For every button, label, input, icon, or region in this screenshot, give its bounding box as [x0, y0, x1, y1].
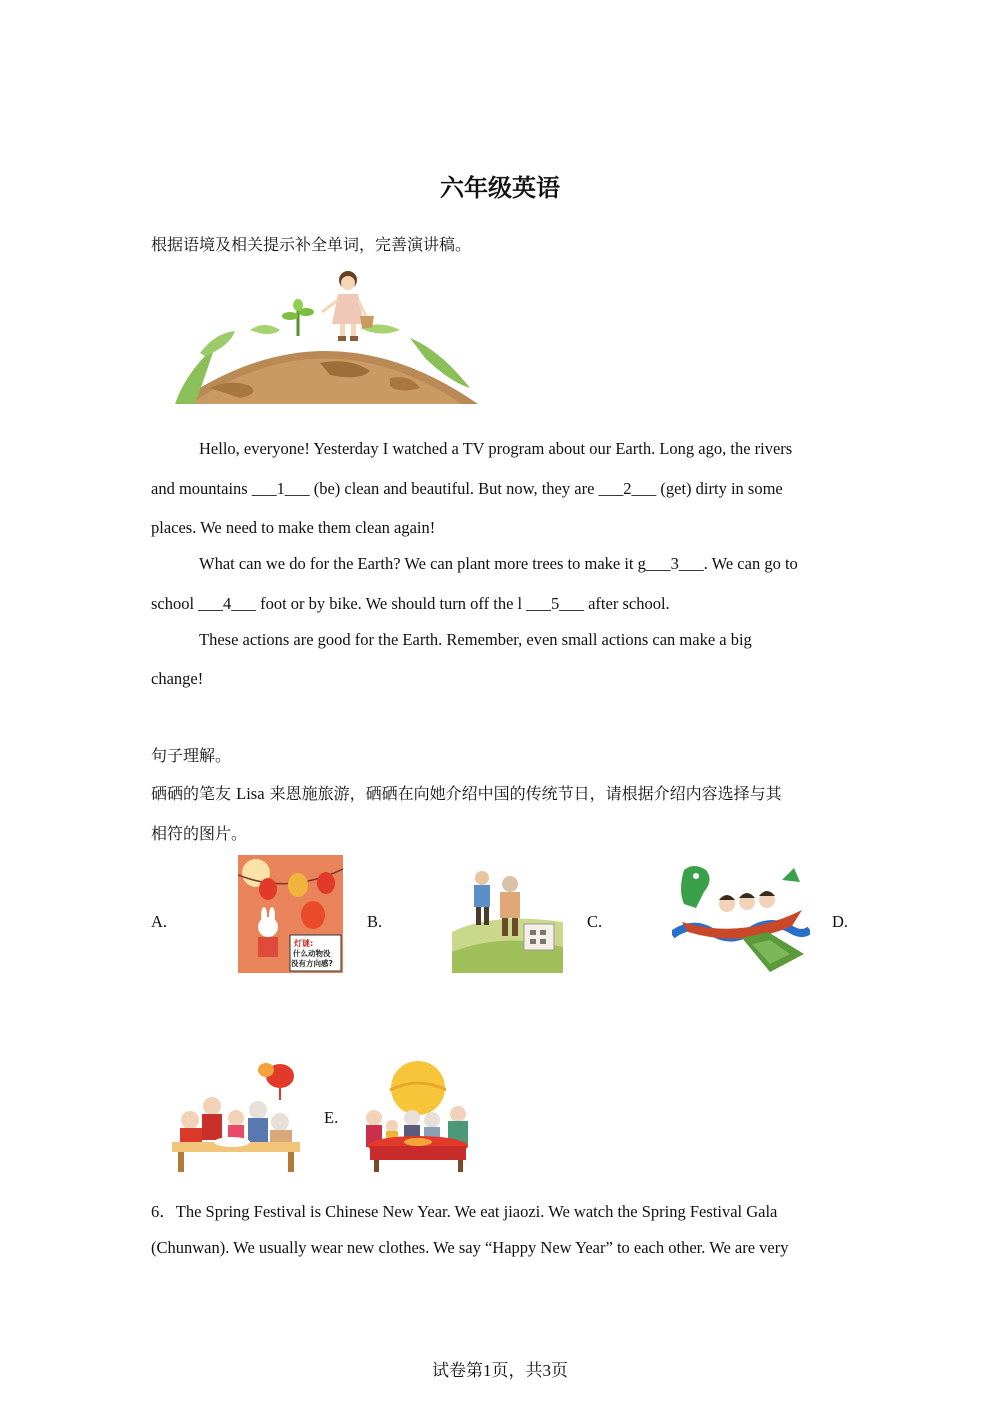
family-dumplings-picture: [172, 1060, 300, 1172]
intro-text: 硒硒的笔友: [151, 784, 232, 803]
page-footer: 试卷第1页，共3页: [432, 1361, 568, 1380]
option-c-label: C.: [587, 912, 603, 931]
lantern-festival-picture: [238, 855, 343, 973]
hiking-elders-picture: [452, 862, 563, 973]
option-b-label: B.: [367, 912, 383, 931]
passage-line: places. We need to make them clean again!: [151, 518, 436, 537]
riddle-text: 什么动物没: [293, 949, 331, 958]
riddle-text: 灯谜:: [294, 939, 314, 948]
option-e-label: E.: [324, 1108, 339, 1127]
passage-line: Hello, everyone! Yesterday I watched a TV program about our Earth. Long ago, the rivers: [199, 439, 793, 458]
option-a-label: A.: [151, 912, 168, 931]
passage-line: change!: [151, 669, 204, 688]
section2-intro-line1: [151, 781, 782, 804]
riddle-text: 没有方向感?: [291, 959, 333, 968]
intro-text: 来恩施旅游，硒硒在向她介绍中国的传统节日，请根据介绍内容选择与其: [269, 784, 782, 803]
section1-instruction: 根据语境及相关提示补全单词，完善演讲稿。: [151, 235, 472, 254]
option-d-label: D.: [832, 912, 849, 931]
section2-intro-line2: 相符的图片。: [151, 824, 248, 843]
section2-heading: 句子理解。: [151, 746, 232, 765]
question-6-line2: (Chunwan). We usually wear new clothes. We say “Happy New Year” to each other. We are very: [151, 1238, 789, 1257]
mid-autumn-dinner-picture: [362, 1060, 476, 1172]
passage-line: What can we do for the Earth? We can plant more trees to make it g___3___. We can go to: [199, 554, 798, 573]
passage-line: and mountains ___1___ (be) clean and beautiful. But now, they are ___2___ (get) dirty in some: [151, 479, 783, 498]
intro-name: Lisa: [236, 784, 265, 803]
question-6-line1: 6．The Spring Festival is Chinese New Year. We eat jiaozi. We watch the Spring Festival Gala: [151, 1202, 778, 1221]
page-title: 六年级英语: [440, 174, 560, 202]
passage-line: school ___4___ foot or by bike. We should turn off the l ___5___ after school.: [151, 594, 670, 613]
earth-planting-illustration: [170, 268, 480, 406]
dragon-boat-picture: [672, 860, 810, 973]
passage-line: These actions are good for the Earth. Remember, even small actions can make a big: [199, 630, 752, 649]
